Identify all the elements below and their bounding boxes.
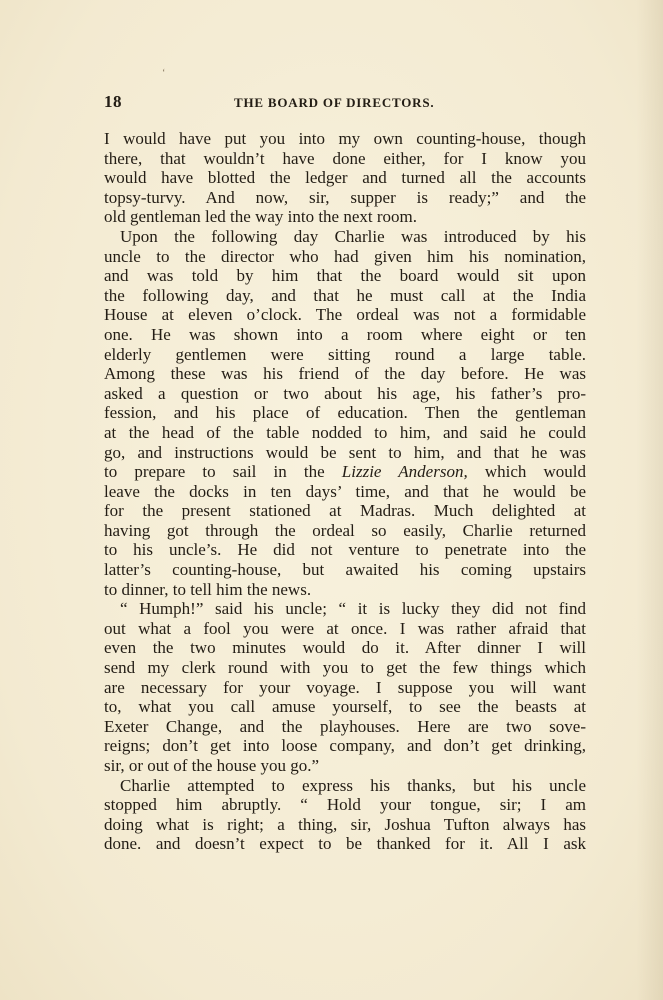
text-line: fession, and his place of education. Then the gentleman bbox=[104, 403, 586, 423]
ink-speck: ‘ bbox=[162, 68, 166, 79]
text-line: doing what is right; a thing, sir, Joshua Tufton always has bbox=[104, 814, 586, 834]
text-line: to dinner, to tell him the news. bbox=[104, 579, 312, 599]
text-line: Upon the following day Charlie was introduced by his bbox=[120, 226, 586, 246]
text-line: for the present stationed at Madras. Much delighted at bbox=[104, 501, 586, 521]
ship-name: Lizzie Anderson, bbox=[341, 462, 468, 482]
text-line: go, and instructions would be sent to him, and that he was bbox=[104, 442, 586, 462]
text-segment: to prepare to sail in the bbox=[104, 462, 325, 482]
text-line: to, what you call amuse yourself, to see the beasts at bbox=[104, 697, 586, 717]
text-line: having got through the ordeal so easily, Charlie returned bbox=[104, 520, 586, 540]
text-line: even the two minutes would do it. After dinner I will bbox=[104, 638, 586, 658]
page-number: 18 bbox=[104, 92, 122, 111]
text-line: stopped him abruptly. “ Hold your tongue, sir; I am bbox=[104, 795, 586, 815]
running-head: THE BOARD OF DIRECTORS. bbox=[234, 95, 435, 110]
text-line: I would have put you into my own counting-house, though bbox=[104, 129, 586, 148]
text-line: topsy-turvy. And now, sir, supper is ready;” and the bbox=[104, 187, 586, 207]
text-line bbox=[104, 462, 586, 482]
text-segment: which would bbox=[484, 462, 586, 482]
text-line: asked a question or two about his age, his father’s pro- bbox=[104, 383, 586, 403]
text-line: one. He was shown into a room where eight or ten bbox=[104, 324, 586, 344]
text-line: “ Humph!” said his uncle; “ it is lucky they did not find bbox=[120, 599, 586, 619]
body-text bbox=[104, 129, 586, 854]
text-line: old gentleman led the way into the next room. bbox=[104, 207, 418, 227]
text-line: and was told by him that the board would sit upon bbox=[104, 266, 586, 286]
text-line: leave the docks in ten days’ time, and that he would be bbox=[104, 481, 586, 501]
page-header bbox=[104, 92, 586, 112]
text-line: latter’s counting-house, but awaited his coming upstairs bbox=[104, 560, 586, 580]
text-line: Exeter Change, and the playhouses. Here are two sove- bbox=[104, 716, 586, 736]
text-line: would have blotted the ledger and turned all the accounts bbox=[104, 168, 586, 188]
text-line: done. and doesn’t expect to be thanked for it. All I ask bbox=[104, 834, 586, 854]
text-line: reigns; don’t get into loose company, and don’t get drinking, bbox=[104, 736, 586, 756]
text-line: elderly gentlemen were sitting round a large table. bbox=[104, 344, 586, 364]
text-line: at the head of the table nodded to him, and said he could bbox=[104, 422, 586, 442]
text-line: sir, or out of the house you go.” bbox=[104, 756, 320, 775]
text-line: Charlie attempted to express his thanks, but his uncle bbox=[120, 775, 586, 795]
text-line: there, that wouldn’t have done either, for I know you bbox=[104, 148, 586, 168]
text-line: to his uncle’s. He did not venture to penetrate into the bbox=[104, 540, 586, 560]
text-line: send my clerk round with you to get the few things which bbox=[104, 658, 586, 678]
text-line: House at eleven o’clock. The ordeal was not a formidable bbox=[104, 305, 586, 325]
text-line: are necessary for your voyage. I suppose you will want bbox=[104, 677, 586, 697]
text-line: out what a fool you were at once. I was rather afraid that bbox=[104, 618, 586, 638]
text-line: Among these was his friend of the day before. He was bbox=[104, 364, 586, 384]
text-line: uncle to the director who had given him his nomination, bbox=[104, 246, 586, 266]
text-line: the following day, and that he must call at the India bbox=[104, 285, 586, 305]
